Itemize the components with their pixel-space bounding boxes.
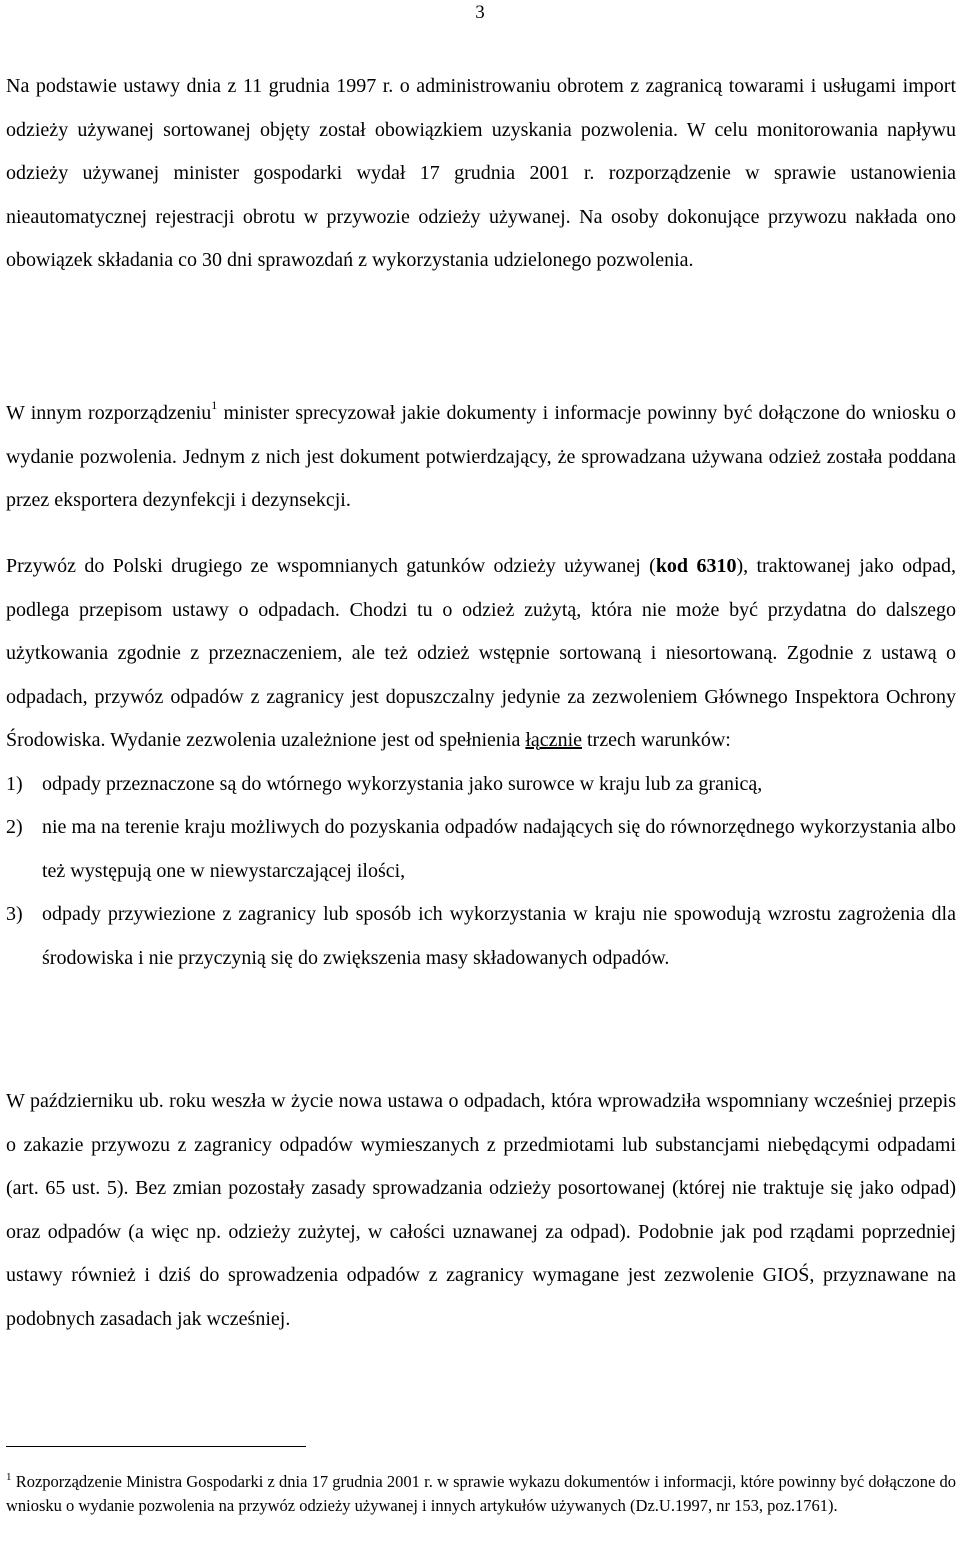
paragraph-required-documents (6, 392, 956, 523)
footnote-text: Rozporządzenie Ministra Gospodarki z dnia 17 grudnia 2001 r. w sprawie wykazu dokumentów i informacji, które powinny być dołączone do wniosku o wydanie pozwolenia na przywóz odzieży używanej i innych artykułów używanych (Dz.U.1997, nr 153, poz.1761). (6, 1472, 956, 1515)
paragraph-text (6, 545, 956, 763)
paragraph-new-waste-act (6, 1080, 956, 1341)
list-item (6, 763, 956, 807)
list-item-text: odpady przywiezione z zagranicy lub sposób ich wykorzystania w kraju nie spowodują wzrostu zagrożenia dla środowiska i nie przyczynią się do zwiększenia masy składowanych odpadów. (42, 903, 956, 969)
paragraph-import-permit (6, 65, 956, 283)
emphasized-word: łącznie (525, 729, 582, 751)
paragraph-text-middle: ), traktowanej jako odpad, podlega przepisom ustawy o odpadach. Chodzi tu o odzież zużytą, która nie może być przydatna do dalszego użytkowania zgodnie z przeznaczeniem, ale też odzież wstępnie sortowaną i niesortowaną. Zgodnie z ustawą o odpadach, przywóz odpadów z zagranicy jest dopuszczalny jedynie za zezwoleniem Głównego Inspektora Ochrony Środowiska. Wydanie zezwolenia uzależnione jest od spełnienia (6, 555, 956, 751)
paragraph-text-rest: minister sprecyzował jakie dokumenty i informacje powinny być dołączone do wniosku o wydanie pozwolenia. Jednym z nich jest dokument potwierdzający, że sprowadzana używana odzież została poddana przez eksportera dezynfekcji i dezynsekcji. (6, 402, 956, 511)
list-item-text: odpady przeznaczone są do wtórnego wykorzystania jako surowce w kraju lub za granicą, (42, 772, 763, 795)
page-number: 3 (475, 2, 485, 23)
paragraph-text (6, 392, 956, 523)
paragraph-text: W październiku ub. roku weszła w życie nowa ustawa o odpadach, która wprowadziła wspomniany wcześniej przepis o zakazie przywozu z zagranicy odpadów wymieszanych z przedmiotami lub substancjami niebędącymi odpadami (art. 65 ust. 5). Bez zmian pozostały zasady sprowadzania odzieży posortowanej (której nie traktuje się jako odpad) oraz odpadów (a więc np. odzieży zużytej, w całości uznawanej za odpad). Podobnie jak pod rządami poprzedniej ustawy również i dziś do sprowadzenia odpadów z zagranicy wymagane jest zezwolenie GIOŚ, przyznawane na podobnych zasadach jak wcześniej. (6, 1090, 956, 1330)
footnote-marker: 1 (6, 1470, 12, 1483)
paragraph-text-start: W innym rozporządzeniu (6, 402, 212, 424)
conditions-list (6, 763, 956, 981)
paragraph-waste-import (6, 545, 956, 980)
paragraph-text-start: Przywóz do Polski drugiego ze wspomnianych gatunków odzieży używanej ( (6, 555, 656, 577)
footnote-reference: 1 (211, 398, 218, 413)
footnote (6, 1470, 956, 1517)
list-item (6, 806, 956, 893)
product-code: kod 6310 (655, 555, 737, 577)
footnote-separator (6, 1446, 306, 1447)
paragraph-text-end: trzech warunków: (582, 729, 731, 751)
list-item-number: 1) (6, 772, 23, 795)
list-item-number: 3) (6, 903, 23, 925)
paragraph-text: Na podstawie ustawy dnia z 11 grudnia 1997 r. o administrowaniu obrotem z zagranicą towarami i usługami import odzieży używanej sortowanej objęty został obowiązkiem uzyskania pozwolenia. W celu monitorowania napływu odzieży używanej minister gospodarki wydał 17 grudnia 2001 r. rozporządzenie w sprawie ustanowienia nieautomatycznej rejestracji obrotu w przywozie odzieży używanej. Na osoby dokonujące przywozu nakłada ono obowiązek składania co 30 dni sprawozdań z wykorzystania udzielonego pozwolenia. (6, 75, 956, 271)
list-item-text: nie ma na terenie kraju możliwych do pozyskania odpadów nadających się do równorzędnego wykorzystania albo też występują one w niewystarczającej ilości, (42, 816, 956, 882)
list-item (6, 893, 956, 980)
list-item-number: 2) (6, 816, 23, 838)
